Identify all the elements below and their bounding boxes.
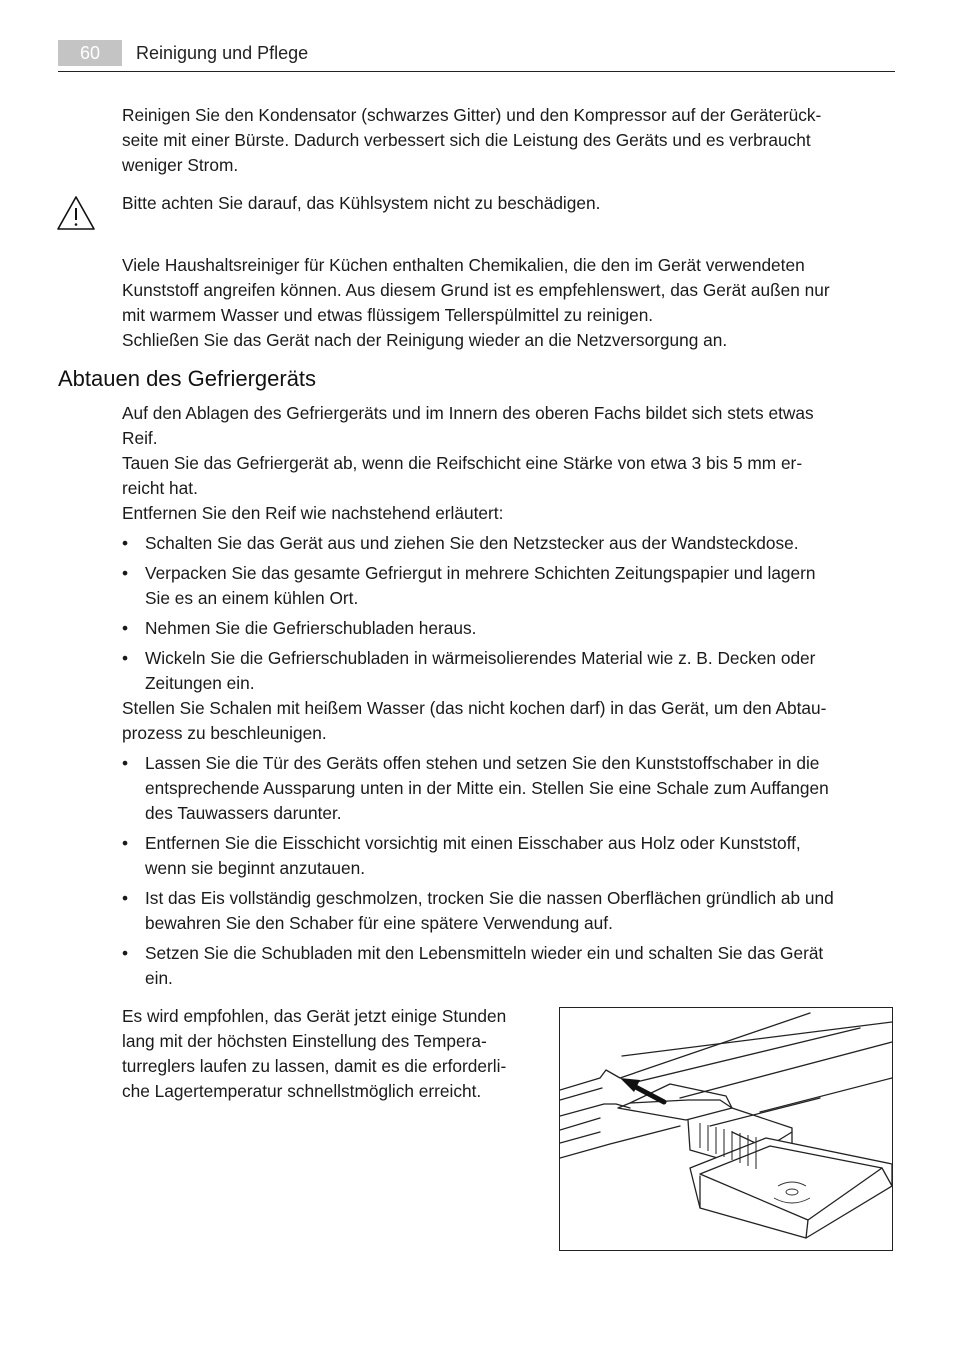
list-item xyxy=(122,751,897,826)
defrost-steps-list xyxy=(122,531,897,696)
text-line: Schalten Sie das Gerät aus und ziehen Sie den Netzstecker aus der Wandsteckdose. xyxy=(145,533,799,553)
text-line: Sie es an einem kühlen Ort. xyxy=(145,588,359,608)
text-line: ein. xyxy=(145,968,173,988)
bullet-icon: • xyxy=(122,833,129,853)
text-line: Reinigen Sie den Kondensator (schwarzes Gitter) und den Kompressor auf der Geräterück- xyxy=(122,105,822,125)
bullet-icon: • xyxy=(122,943,129,963)
text-line: lang mit der höchsten Einstellung des Tempera- xyxy=(122,1031,487,1051)
text-line: Reif. xyxy=(122,428,158,448)
text-line: mit warmem Wasser und etwas flüssigem Tellerspülmittel zu reinigen. xyxy=(122,305,654,325)
text-line: Ist das Eis vollständig geschmolzen, trocken Sie die nassen Oberflächen gründlich ab und xyxy=(145,888,834,908)
bullet-icon: • xyxy=(122,533,129,553)
bullet-icon: • xyxy=(122,563,129,583)
text-line: Stellen Sie Schalen mit heißem Wasser (das nicht kochen darf) in das Gerät, um den Abtau- xyxy=(122,698,827,718)
defrost-illustration xyxy=(559,1007,893,1251)
text-line: Schließen Sie das Gerät nach der Reinigung wieder an die Netzversorgung an. xyxy=(122,330,728,350)
text-line: Entfernen Sie den Reif wie nachstehend erläutert: xyxy=(122,503,504,523)
text-line: Zeitungen ein. xyxy=(145,673,255,693)
list-item xyxy=(122,646,897,696)
text-line: Wickeln Sie die Gefrierschubladen in wärmeisolierendes Material wie z. B. Decken oder xyxy=(145,648,816,668)
text-line: Lassen Sie die Tür des Geräts offen stehen und setzen Sie den Kunststoffschaber in die xyxy=(145,753,820,773)
text-line: prozess zu beschleunigen. xyxy=(122,723,327,743)
text-line: Viele Haushaltsreiniger für Küchen enthalten Chemikalien, die den im Gerät verwendeten xyxy=(122,255,805,275)
defrost-content xyxy=(122,401,897,991)
text-line: che Lagertemperatur schnellstmöglich erreicht. xyxy=(122,1081,482,1101)
text-line: wenn sie beginnt anzutauen. xyxy=(145,858,366,878)
text-line: weniger Strom. xyxy=(122,155,239,175)
text-line: reicht hat. xyxy=(122,478,198,498)
scraper-and-drip-tray-illustration xyxy=(560,1008,893,1251)
text-line: des Tauwassers darunter. xyxy=(145,803,342,823)
bullet-icon: • xyxy=(122,753,129,773)
list-item xyxy=(122,941,897,991)
text-line: Verpacken Sie das gesamte Gefriergut in mehrere Schichten Zeitungspapier und lagern xyxy=(145,563,816,583)
section-heading: Abtauen des Gefriergeräts xyxy=(58,366,317,391)
text-line: Tauen Sie das Gefriergerät ab, wenn die Reifschicht eine Stärke von etwa 3 bis 5 mm er- xyxy=(122,453,803,473)
list-item xyxy=(122,886,897,936)
text-line: Auf den Ablagen des Gefriergeräts und im Innern des oberen Fachs bildet sich stets etwas xyxy=(122,403,814,423)
closing-paragraph xyxy=(122,1004,552,1104)
page-header xyxy=(58,38,895,72)
text-line: seite mit einer Bürste. Dadurch verbessert sich die Leistung des Geräts und es verbraucht xyxy=(122,130,811,150)
text-line: Setzen Sie die Schubladen mit den Lebensmitteln wieder ein und schalten Sie das Gerät xyxy=(145,943,824,963)
text-line: Entfernen Sie die Eisschicht vorsichtig mit einen Eisschaber aus Holz oder Kunststoff, xyxy=(145,833,801,853)
text-line: Nehmen Sie die Gefrierschubladen heraus. xyxy=(145,618,477,638)
section-title: Reinigung und Pflege xyxy=(136,43,309,63)
bullet-icon: • xyxy=(122,618,129,638)
text-line: entsprechende Aussparung unten in der Mitte ein. Stellen Sie eine Schale zum Auffangen xyxy=(145,778,829,798)
defrost-steps-list-2 xyxy=(122,751,897,991)
text-line: Es wird empfohlen, das Gerät jetzt einige Stunden xyxy=(122,1006,507,1026)
cleaning-paragraph xyxy=(122,253,830,353)
bullet-icon: • xyxy=(122,888,129,908)
bullet-icon: • xyxy=(122,648,129,668)
warning-text xyxy=(122,191,600,216)
text-line: Kunststoff angreifen können. Aus diesem Grund ist es empfehlenswert, das Gerät außen nur xyxy=(122,280,830,300)
intro-paragraph xyxy=(122,103,821,178)
text-line: turreglers laufen zu lassen, damit es die erforderli- xyxy=(122,1056,507,1076)
text-line: bewahren Sie den Schaber für eine spätere Verwendung auf. xyxy=(145,913,613,933)
list-item xyxy=(122,531,897,556)
list-item xyxy=(122,831,897,881)
warning-triangle-icon xyxy=(56,195,96,231)
page-number: 60 xyxy=(58,40,122,66)
list-item xyxy=(122,616,897,641)
text-line: Bitte achten Sie darauf, das Kühlsystem nicht zu beschädigen. xyxy=(122,193,601,213)
list-item xyxy=(122,561,897,611)
